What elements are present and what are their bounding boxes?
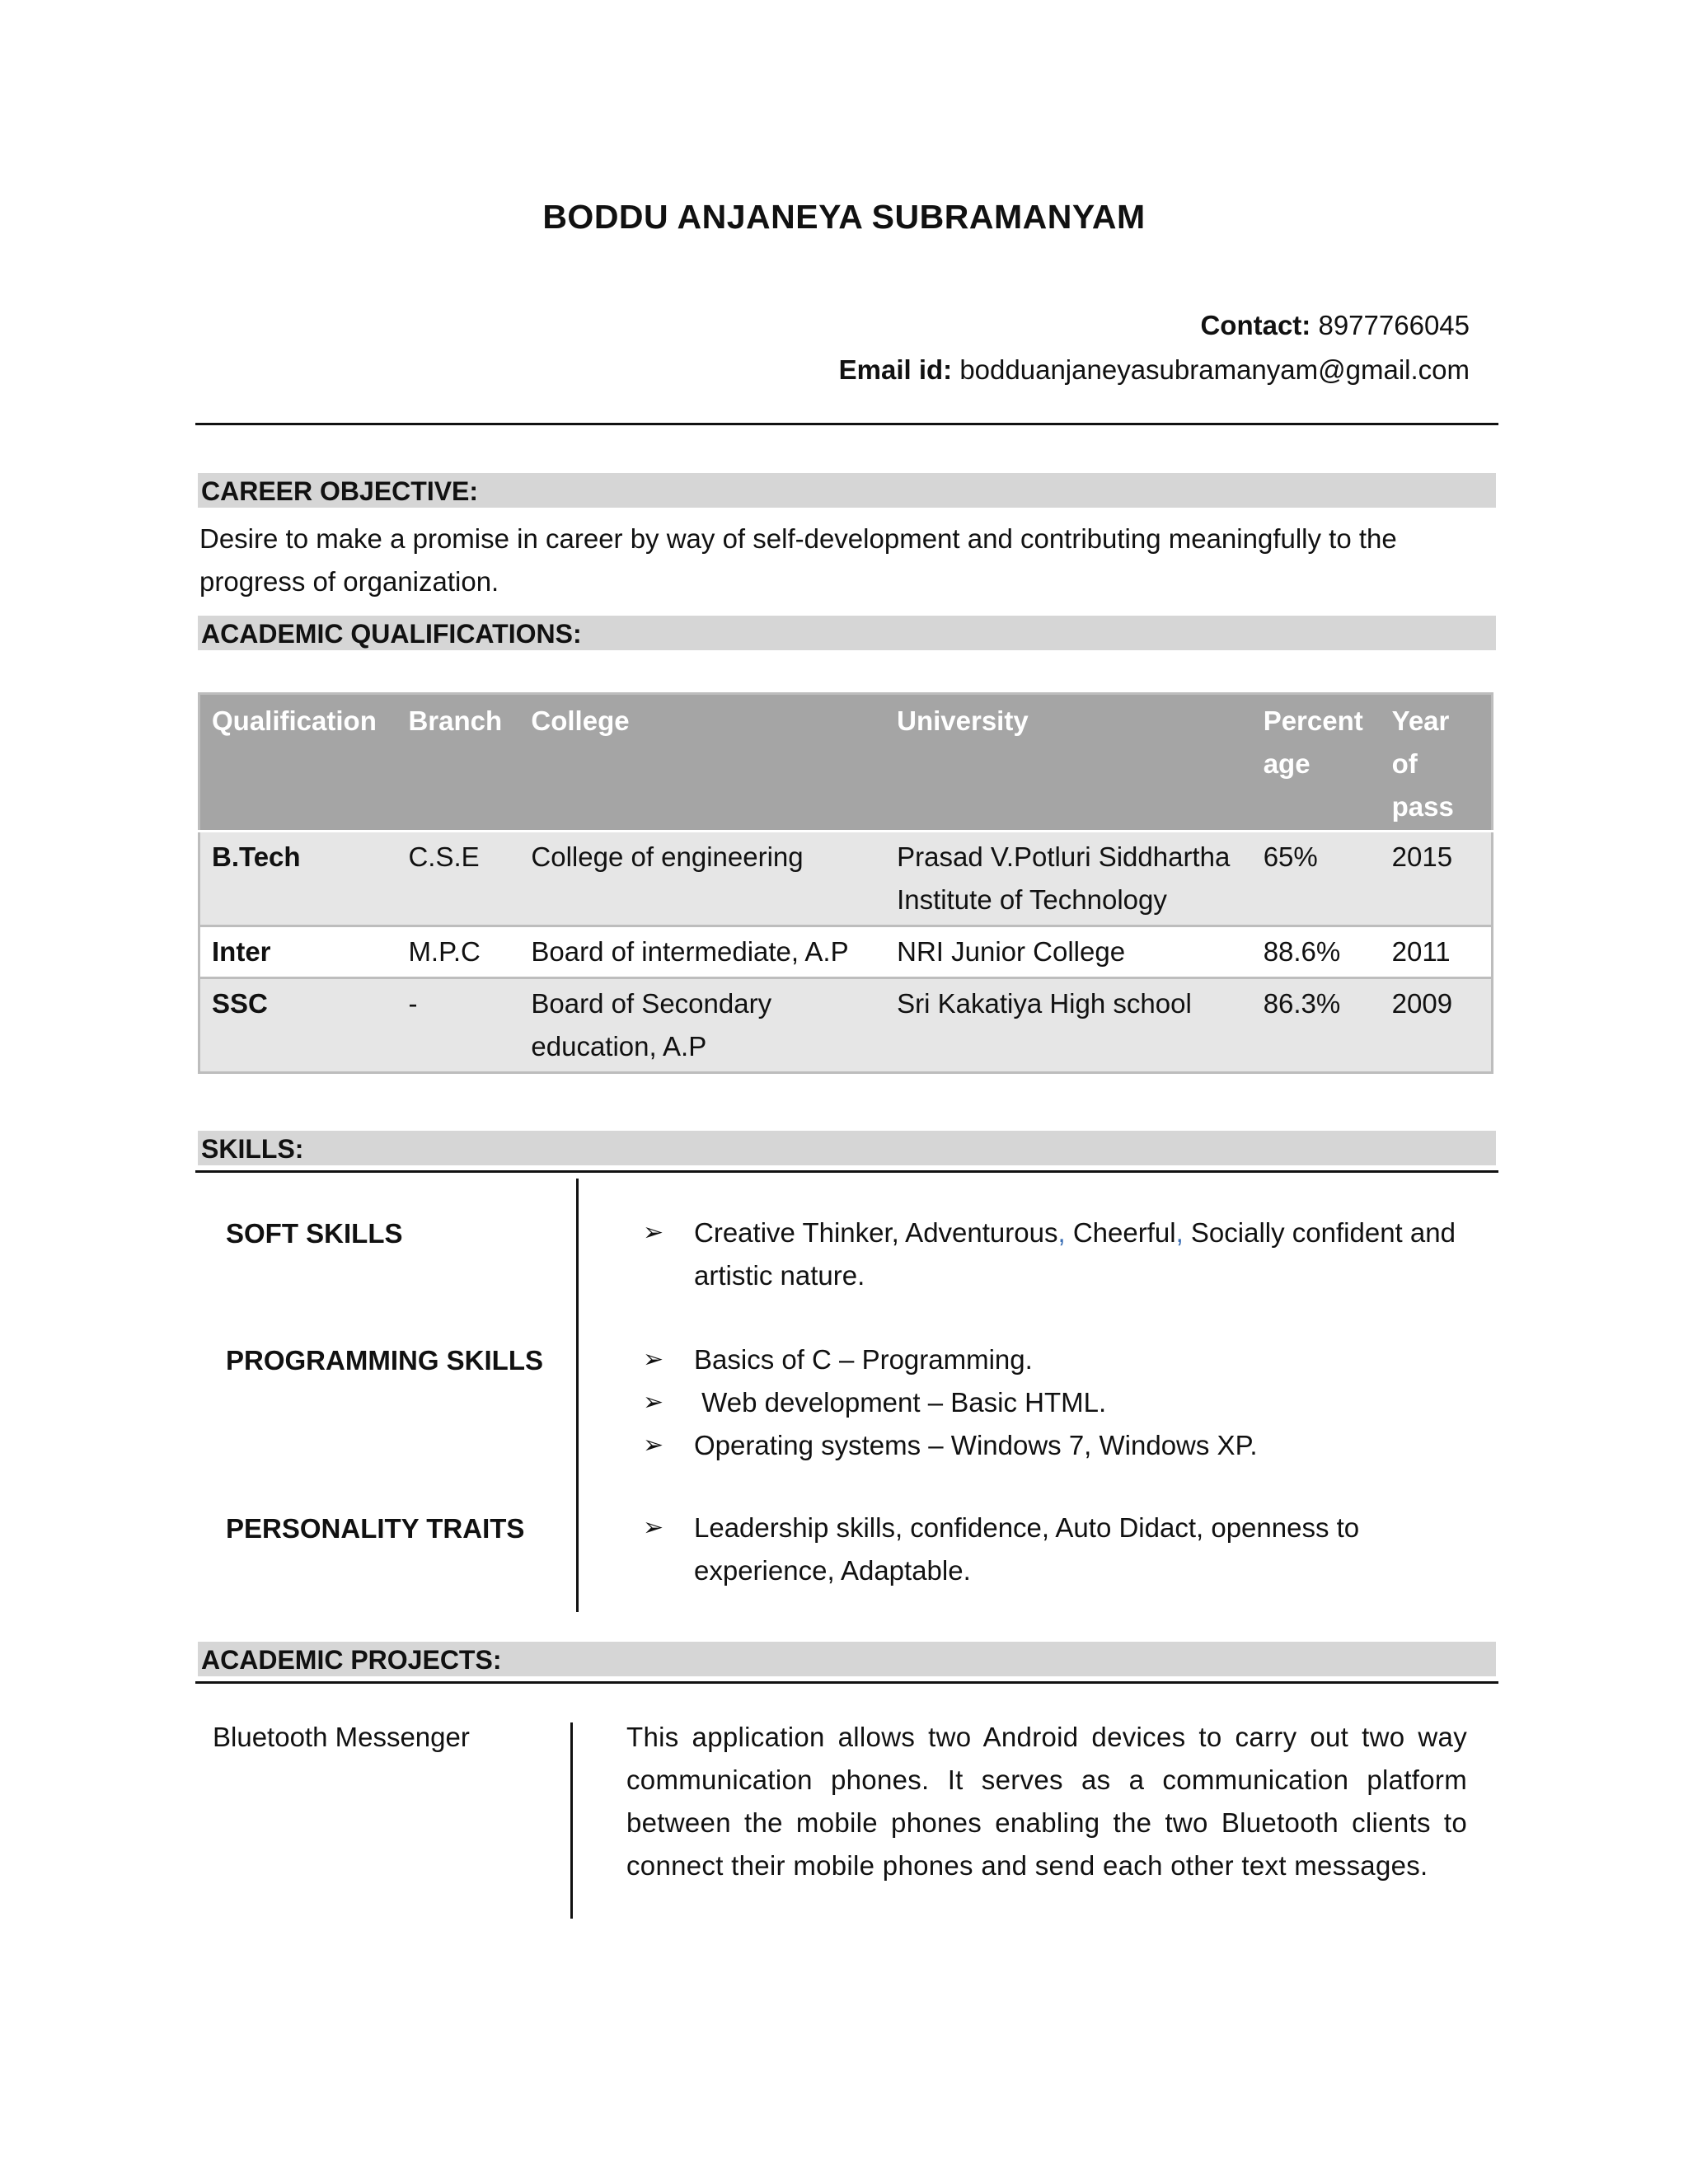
- skills-column-divider: [576, 1179, 579, 1612]
- programming-skills-label: PROGRAMMING SKILLS: [226, 1345, 543, 1376]
- table-row: [199, 926, 1493, 978]
- table-cell: Board of intermediate, A.P: [519, 926, 885, 978]
- programming-skill-item: [643, 1424, 1492, 1467]
- column-header: Year of pass: [1381, 694, 1493, 832]
- table-cell: 86.3%: [1252, 978, 1381, 1073]
- arrow-bullet-icon: ➢: [643, 1346, 664, 1373]
- table-cell: Prasad V.Potluri Siddhartha Institute of Technology: [885, 832, 1252, 926]
- academic-table: [198, 692, 1493, 1074]
- arrow-bullet-icon: ➢: [643, 1432, 664, 1459]
- project-name: Bluetooth Messenger: [213, 1722, 470, 1752]
- table-row: [199, 832, 1493, 926]
- soft-skills-text: Creative Thinker, Adventurous, Cheerful, Socially confident and artistic nature.: [694, 1217, 1456, 1291]
- column-header: Branch: [396, 694, 519, 832]
- table-cell: B.Tech: [199, 832, 397, 926]
- table-cell: NRI Junior College: [885, 926, 1252, 978]
- table-cell: 2011: [1381, 926, 1493, 978]
- personality-traits-label: PERSONALITY TRAITS: [226, 1513, 525, 1544]
- arrow-bullet-icon: ➢: [643, 1514, 664, 1541]
- table-cell: Board of Secondary education, A.P: [519, 978, 885, 1073]
- table-cell: 2015: [1381, 832, 1493, 926]
- table-row: [199, 978, 1493, 1073]
- projects-column-divider: [570, 1722, 573, 1919]
- personality-trait-text: Leadership skills, confidence, Auto Didact, openness to experience, Adaptable.: [694, 1512, 1360, 1586]
- table-cell: M.P.C: [396, 926, 519, 978]
- table-cell: C.S.E: [396, 832, 519, 926]
- programming-skill-text: Basics of C – Programming.: [694, 1344, 1033, 1375]
- table-cell: Sri Kakatiya High school: [885, 978, 1252, 1073]
- column-header: Qualification: [199, 694, 397, 832]
- arrow-bullet-icon: ➢: [643, 1219, 664, 1246]
- column-header: Percent age: [1252, 694, 1381, 832]
- arrow-bullet-icon: ➢: [643, 1389, 664, 1416]
- email-address: bodduanjaneyasubramanyam@gmail.com: [959, 354, 1470, 385]
- table-cell: 88.6%: [1252, 926, 1381, 978]
- table-cell: -: [396, 978, 519, 1073]
- column-header: College: [519, 694, 885, 832]
- academic-qualifications-heading: ACADEMIC QUALIFICATIONS:: [198, 616, 1496, 650]
- contact-label: Contact:: [1200, 310, 1311, 340]
- career-objective-heading: CAREER OBJECTIVE:: [198, 473, 1496, 508]
- contact-number: 8977766045: [1318, 310, 1470, 340]
- table-header-row: [199, 694, 1493, 832]
- contact-block: [839, 303, 1470, 392]
- table-cell: 2009: [1381, 978, 1493, 1073]
- table-cell: SSC: [199, 978, 397, 1073]
- academic-projects-heading: ACADEMIC PROJECTS:: [198, 1642, 1496, 1676]
- projects-divider: [195, 1681, 1498, 1684]
- table-cell: 65%: [1252, 832, 1381, 926]
- skills-divider: [195, 1170, 1498, 1173]
- career-objective-text: Desire to make a promise in career by way of self-development and contributing meaningfully to the progress of organization.: [199, 523, 1397, 597]
- personality-trait-item: [643, 1507, 1492, 1592]
- column-header: University: [885, 694, 1252, 832]
- programming-skill-item: [643, 1338, 1492, 1381]
- soft-skills-label: SOFT SKILLS: [226, 1218, 403, 1249]
- programming-skill-text: Web development – Basic HTML.: [694, 1387, 1107, 1418]
- soft-skills-item: [643, 1212, 1492, 1297]
- contact-line: [839, 303, 1470, 348]
- project-description: This application allows two Android devices to carry out two way communication phones. It serves as a communication platform between the mobile phones enabling the two Bluetooth clients to connect their mobile phones and send each other text messages.: [626, 1722, 1467, 1881]
- table-cell: Inter: [199, 926, 397, 978]
- programming-skill-item: [643, 1381, 1492, 1424]
- candidate-name: BODDU ANJANEYA SUBRAMANYAM: [542, 198, 1146, 236]
- header-divider: [195, 423, 1498, 425]
- email-label: Email id:: [838, 354, 953, 385]
- programming-skill-text: Operating systems – Windows 7, Windows XP.: [694, 1430, 1258, 1460]
- skills-heading: SKILLS:: [198, 1131, 1496, 1165]
- email-line: [839, 348, 1470, 392]
- table-cell: College of engineering: [519, 832, 885, 926]
